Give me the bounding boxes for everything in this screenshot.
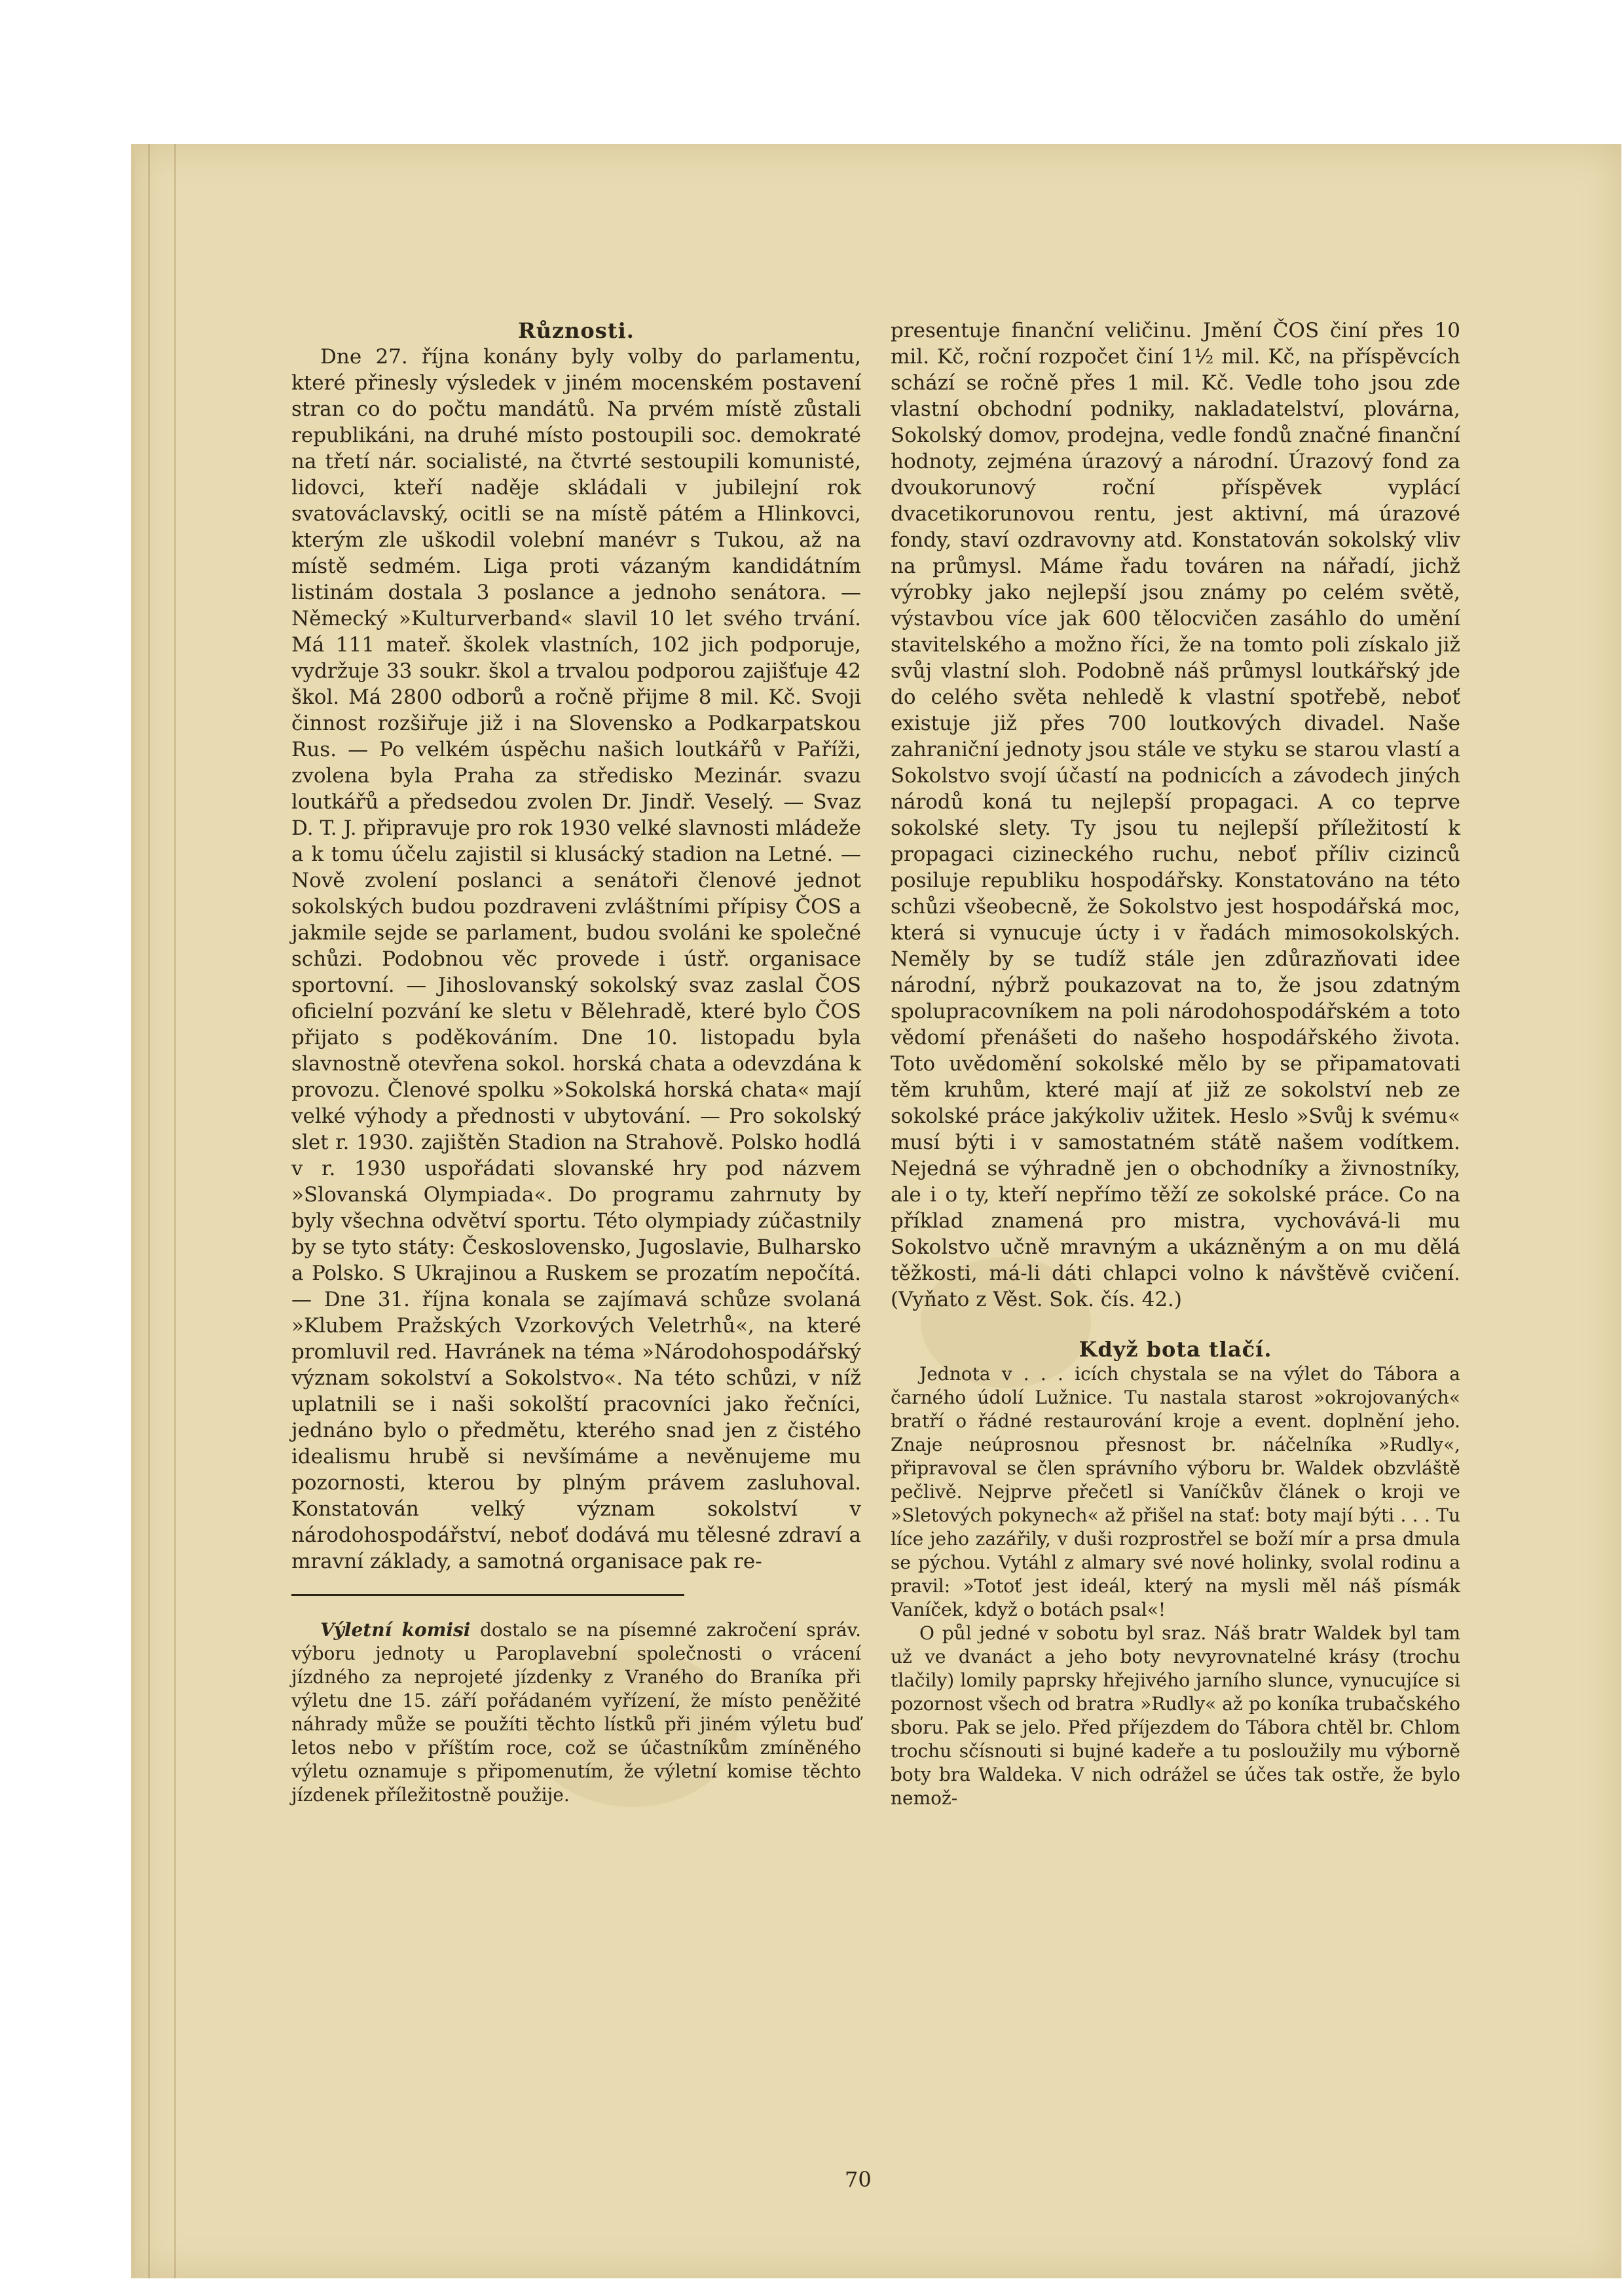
- paper-edge-fold: [148, 144, 150, 2278]
- left-column: [291, 318, 861, 1807]
- excursion-notice: [291, 1618, 861, 1807]
- story-paragraph-2: O půl jedné v sobotu byl sraz. Náš bratr Waldek byl tam už ve dvanáct a jeho boty nevyrovnatelné krásy (trochu tlačily) lomily paprsky hřejivého jarního slunce, vynucujíce si pozornost všech od bratra »Rudly« až po koníka trubačského sboru. Pak se jelo. Před příjezdem do Tábora chtěl br. Chlom trochu sčísnouti si bujné kadeře a tu posloužily mu výborně boty bra Waldeka. V nich odrážel se účes tak ostře, že bylo nemož-: [891, 1622, 1460, 1809]
- right-column: [891, 318, 1460, 1810]
- continuation-paragraph: presentuje finanční veličinu. Jmění ČOS činí přes 10 mil. Kč, roční rozpočet činí 1½ mil. Kč, na příspěvcích schází se ročně přes 1 mil. Kč. Vedle toho jsou zde vlastní obchodní podniky, nakladatelství, plovárna, Sokolský domov, prodejna, vedle fondů značné finanční hodnoty, zejména úrazový a národní. Úrazový fond za dvoukorunový roční příspěvek vyplácí dvacetikorunovou rentu, jest aktivní, má úrazové fondy, staví ozdravovny atd. Konstatován sokolský vliv na průmysl. Máme řadu továren na nářadí, jichž výrobky jako nejlepší jsou známy po celém světě, výstavbou více jak 600 tělocvičen zasáhlo do umění stavitelského a možno říci, že na tomto poli získalo již svůj vlastní sloh. Podobně náš průmysl loutkářský jde do celého světa nehledě k vlastní spotřebě, neboť existuje již přes 700 loutkových divadel. Naše zahraniční jednoty jsou stále ve styku se starou vlastí a Sokolstvo svojí účastí na podnicích a závodech jiných národů koná tu nejlepší propagaci. A co teprve sokolské slety. Ty jsou tu nejlepší příležitostí k propagaci cizineckého ruchu, neboť příliv cizinců posiluje republiku hospodářsky. Konstatováno na této schůzi všeobecně, že Sokolstvo jest hospodářská moc, která si vynucuje úcty i v řadách mimosokolských. Neměly by se tudíž stále jen zdůrazňovati idee národní, nýbrž poukazovat na to, že jsou zdatným spolupracovníkem na poli národohospodářském a toto vědomí přenášeti do našeho hospodářského života. Toto uvědomění sokolské mělo by se připamatovati těm kruhům, které mají ať již ze sokolství neb ze sokolské práce jakýkoliv užitek. Heslo »Svůj k svému« musí býti i v samostatném státě našem vodítkem. Nejedná se výhradně jen o obchodníky a živnostníky, ale i o ty, kteří nepřímo těží ze sokolské práce. Co na příklad znamená pro mistra, vychovává-li mu Sokolstvo učně mravným a ukázněným a on mu dělá těžkosti, má-li dáti chlapci volno k návštěvě cvičení. (Vyňato z Věst. Sok. čís. 42.): [891, 319, 1460, 1311]
- notice-runin: Výletní komisi: [320, 1619, 471, 1641]
- section-divider: [291, 1594, 684, 1596]
- section-heading-kdyz-bota-tlaci: Když bota tlačí.: [1079, 1337, 1272, 1362]
- paper-edge-fold: [174, 144, 176, 2278]
- news-paragraph: Dne 27. října konány byly volby do parlamentu, které přinesly výsledek v jiném mocenském postavení stran co do počtu mandátů. Na prvém místě zůstali republikáni, na druhé místo postoupili soc. demokraté na třetí nár. socialisté, na čtvrté sestoupili komunisté, lidovci, kteří naděje skládali v jubilejní rok svatováclavský, ocitli se na místě pátém a Hlinkovci, kterým zle uškodil volební manévr s Tukou, až na místě sedmém. Liga proti vázaným kandidátním listinám dostala 3 poslance a jednoho senátora. — Německý »Kulturverband« slavil 10 let svého trvání. Má 111 mateř. školek vlastních, 102 jich podporuje, vydržuje 33 soukr. škol a trvalou podporou zajišťuje 42 škol. Má 2800 odborů a ročně přijme 8 mil. Kč. Svoji činnost rozšiřuje již i na Slovensko a Podkarpatskou Rus. — Po velkém úspěchu našich loutkářů v Paříži, zvolena byla Praha za středisko Mezinár. svazu loutkářů a předsedou zvolen Dr. Jindř. Veselý. — Svaz D. T. J. připravuje pro rok 1930 velké slavnosti mládeže a k tomu účelu zajistil si klusácký stadion na Letné. — Nově zvolení poslanci a senátoři členové jednot sokolských budou pozdraveni zvláštními přípisy ČOS a jakmile sejde se parlament, budou svoláni ke společné schůzi. Podobnou věc provede i ústř. organisace sportovní. — Jihoslovanský sokolský svaz zaslal ČOS oficielní pozvání ke sletu v Bělehradě, které bylo ČOS přijato s poděkováním. Dne 10. listopadu byla slavnostně otevřena sokol. horská chata a odevzdána k provozu. Členové spolku »Sokolská horská chata« mají velké výhody a přednosti v ubytování. — Pro sokolský slet r. 1930. zajištěn Stadion na Strahově. Polsko hodlá v r. 1930 uspořádati slovanské hry pod názvem »Slovanská Olympiada«. Do programu zahrnuty by byly všechna odvětví sportu. Této olympiady zúčastnily by se tyto státy: Československo, Jugoslavie, Bulharsko a Polsko. S Ukrajinou a Ruskem se prozatím nepočítá. — Dne 31. října konala se zajímavá schůze svolaná »Klubem Pražských Vzorkových Veletrhů«, na které promluvil red. Havránek na téma »Národohospodářský význam sokolství a Sokolstvo«. Na této schůzi, v níž uplatnili se i naši sokolští pracovníci jako řečníci, jednáno bylo o předmětu, kterého snad jen z čistého idealismu hrubě si nevšímáme a nevěnujeme mu pozornosti, kterou by plným právem zasluhoval. Konstatován velký význam sokolství v národohospodářství, neboť dodává mu tělesné zdraví a mravní základy, a samotná organisace pak re-: [291, 345, 861, 1573]
- section-heading-ruznosti: Různosti.: [518, 318, 635, 343]
- notice-text: dostalo se na písemné zakročení správ. výboru jednoty u Paroplavební společnosti o vrácení jízdného za neprojeté jízdenky z Vraného do Braníka při výletu dne 15. září pořádaném vyřízení, že místo peněžité náhrady může se použíti těchto lístků při jiném výletu buď letos nebo v příštím roce, což se účastníkům zmíněného výletu oznamuje s připomenutím, že výletní komise těchto jízdenek příležitostně použije.: [291, 1619, 861, 1806]
- page-number: 70: [845, 2167, 872, 2192]
- story-paragraph-1: Jednota v . . . icích chystala se na výlet do Tábora a čarného údolí Lužnice. Tu nastala starost »okrojovaných« bratří o řádné restaurování kroje a event. doplnění jeho. Znaje neúprosnou přesnost br. náčelníka »Rudly«, připravoval se člen správního výboru br. Waldek obzvláště pečlivě. Nejprve přečetl si Vaníčkův článek o kroji ve »Sletových pokynech« až přišel na stať: boty mají býti . . . Tu líce jeho zazářily, v duši rozprostřel se boží mír a prsa dmula se pýchou. Vytáhl z almary své nové holinky, svolal rodinu a pravil: »Totoť jest ideál, který na mysli měl náš písmák Vaníček, když o botách psal«!: [891, 1363, 1460, 1620]
